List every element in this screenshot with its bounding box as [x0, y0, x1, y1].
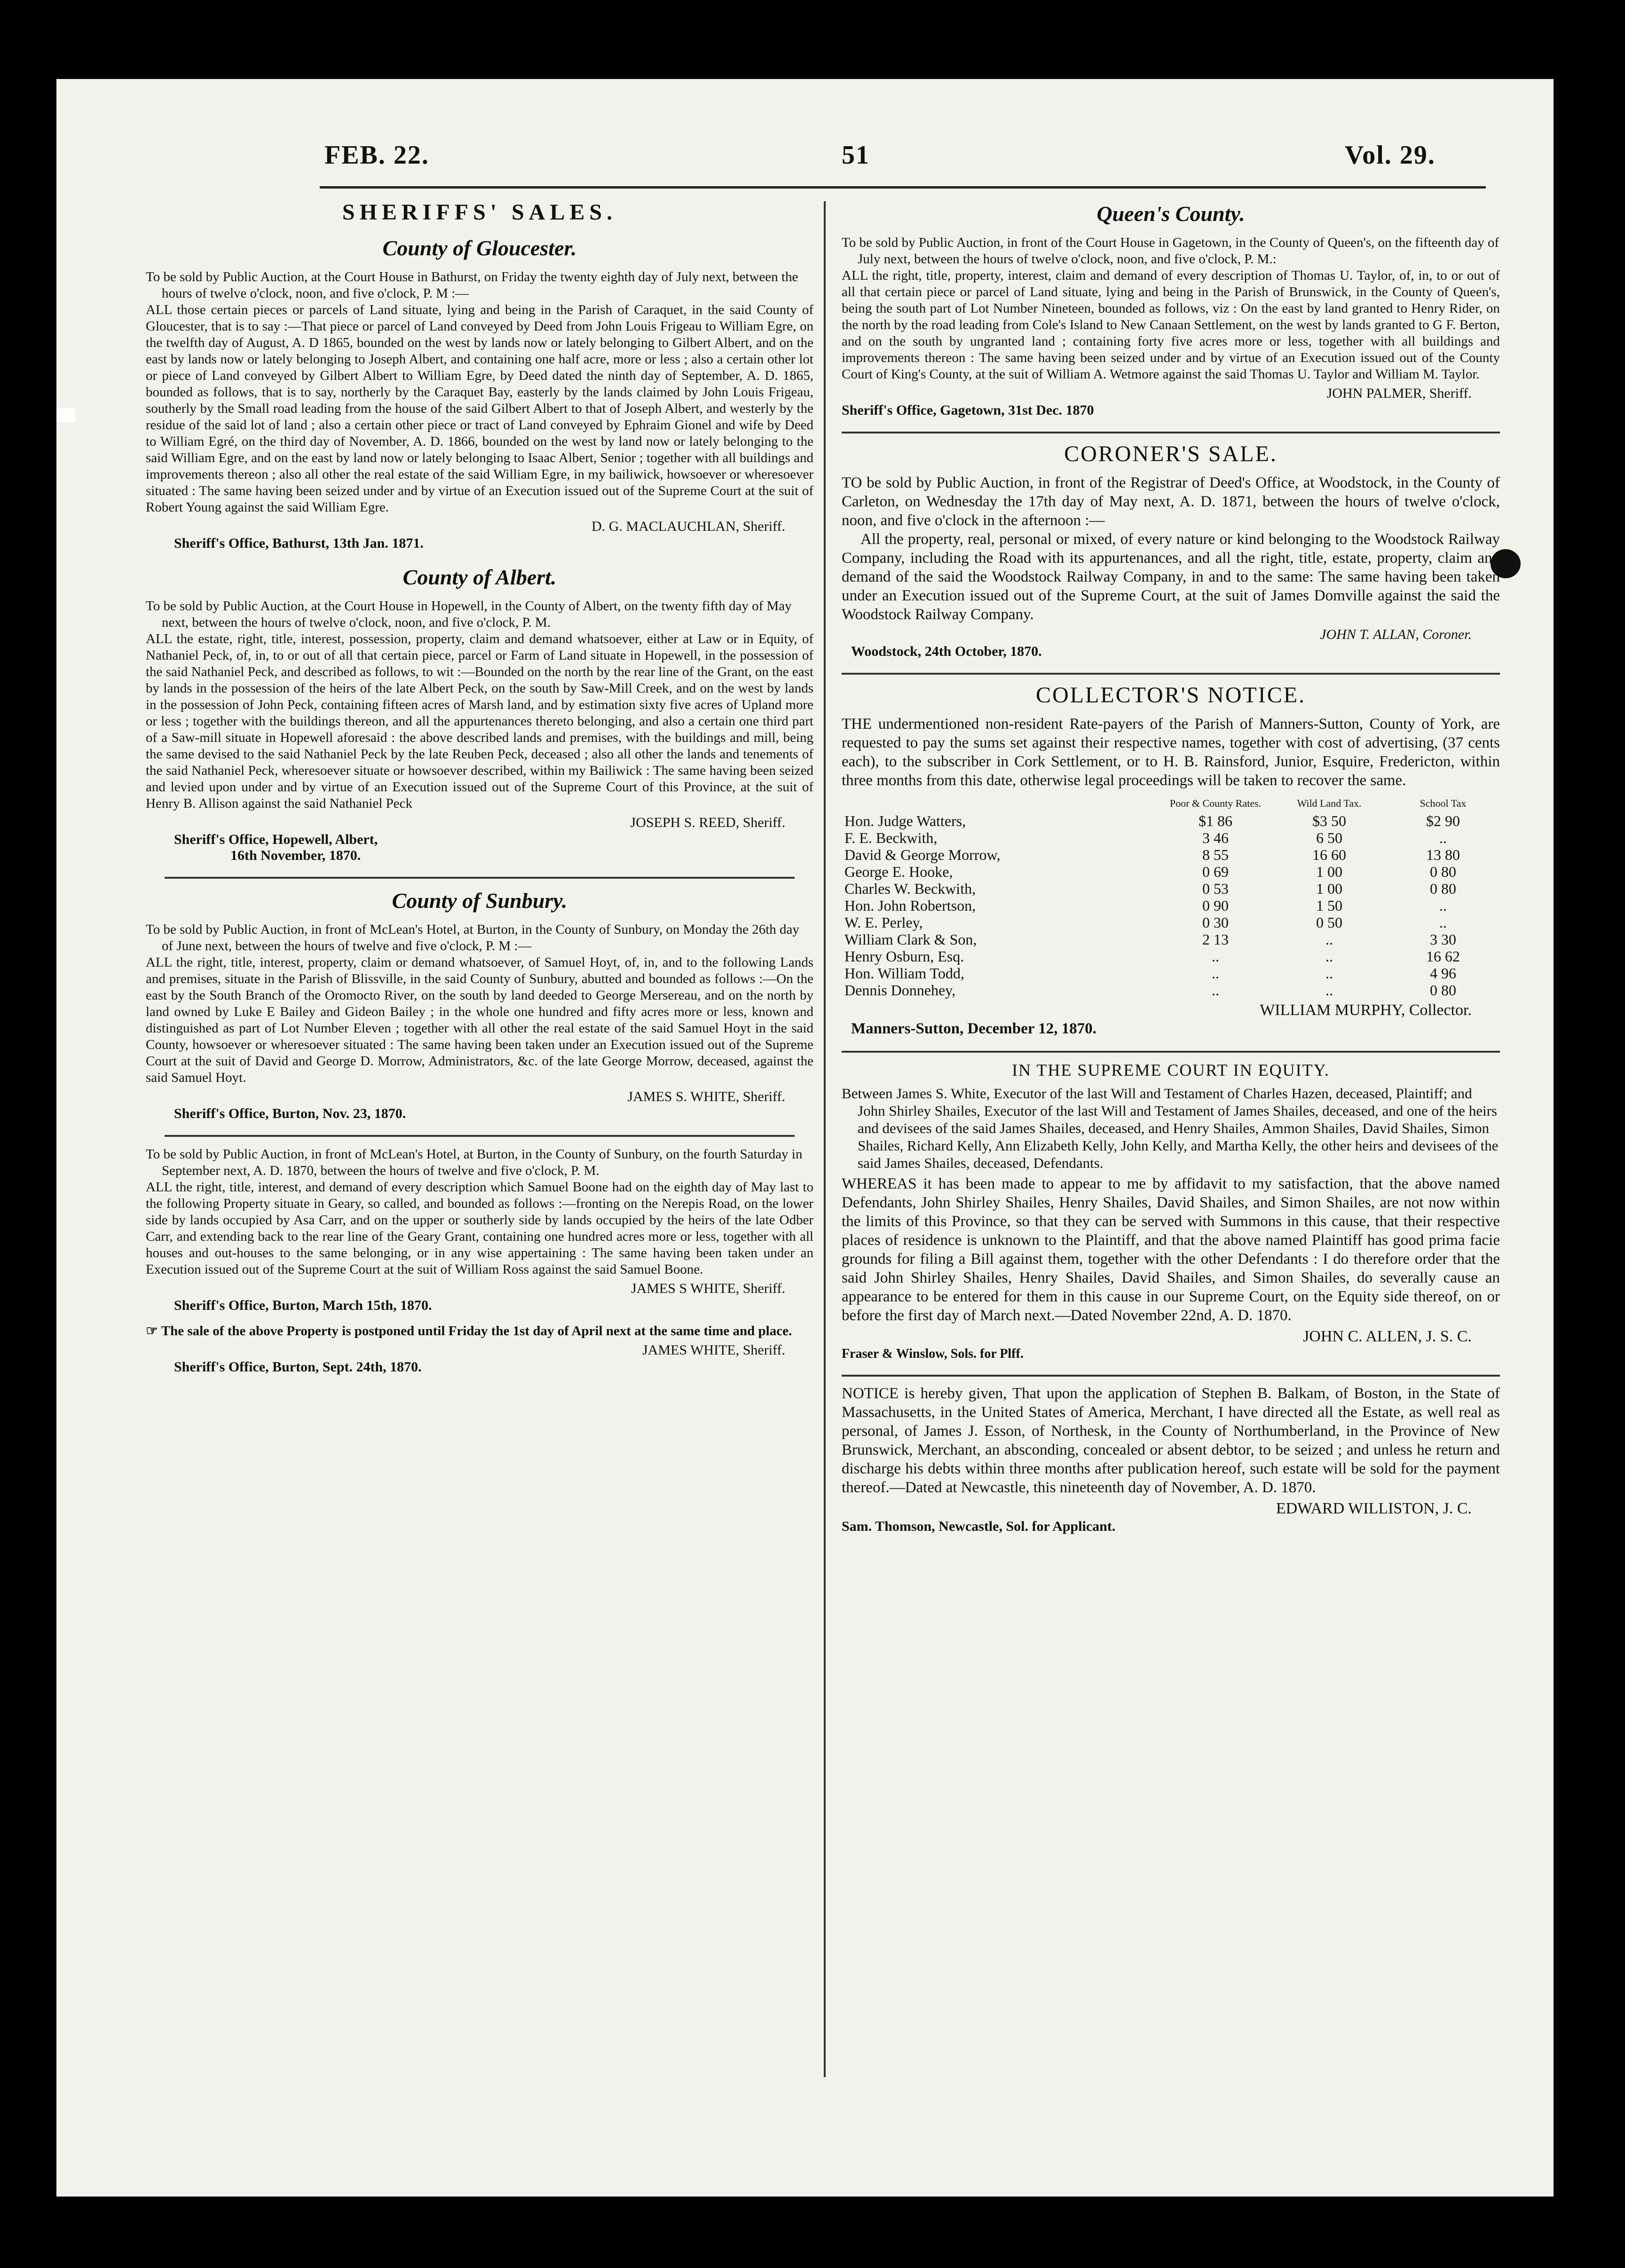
school-value: 0 80	[1430, 880, 1456, 897]
coroner-intro: TO be sold by Public Auction, in front of the Registrar of Deed's Office, at Woodstock, in the County of Carleton, on Wednesday the 17th day of May next, A. D. 1871, between the hours of twelve o'clock, noon, and five o'clock in the afternoon :—	[842, 474, 1500, 529]
coroner-signature: JOHN T. ALLAN, Coroner.	[1320, 627, 1472, 642]
school-value: 0 80	[1430, 982, 1456, 999]
tax-value: ..	[1325, 948, 1333, 965]
queens-signature: JOHN PALMER, Sheriff.	[1326, 386, 1472, 401]
rate-value: ..	[1212, 965, 1219, 982]
ratepayer-name: Hon. Judge Watters,	[844, 812, 966, 829]
equity-notice	[842, 1060, 1500, 1362]
rate-value: 0 30	[1202, 914, 1229, 931]
ratepayer-name: David & George Morrow,	[844, 846, 1001, 863]
postponement-notice: ☞ The sale of the above Property is postponed until Friday the 1st day of April next at the same time and place.	[146, 1323, 792, 1339]
albert-office: Sheriff's Office, Hopewell, Albert,	[174, 832, 378, 847]
equity-parties: Between James S. White, Executor of the last Will and Testament of Charles Hazen, deceased, Plaintiff; and John Shirley Shailes, Executor of the last Will and Testament of James Shailes, deceased, and one of the heirs and devisees of the said James Shailes, deceased, and Henry Shailes, Ammon Shailes, David Shailes, Simon Shailes, Richard Kelly, Ann Elizabeth Kelly, John Kelly, and Martha Kelly, the other heirs and devisees of the said James Shailes, deceased, Defendants.	[842, 1085, 1499, 1171]
equity-heading: IN THE SUPREME COURT IN EQUITY.	[1012, 1061, 1330, 1079]
gloucester-notice	[146, 236, 813, 551]
ratepayer-name: Hon. William Todd,	[844, 965, 964, 982]
volume-number: Vol. 29.	[1345, 141, 1436, 170]
queens-notice	[842, 201, 1500, 418]
school-value: 3 30	[1430, 931, 1456, 948]
albert-heading: County of Albert.	[402, 565, 557, 589]
table-row	[842, 914, 1500, 931]
table-row	[842, 863, 1500, 880]
table-row	[842, 931, 1500, 948]
ratepayer-name: F. E. Beckwith,	[844, 829, 938, 846]
rate-value: 8 55	[1202, 846, 1229, 863]
table-row	[842, 982, 1500, 999]
rate-value: 3 46	[1202, 829, 1229, 846]
school-value: ..	[1439, 914, 1447, 931]
col-header: Wild Land Tax.	[1297, 797, 1362, 809]
ratepayer-name: William Clark & Son,	[844, 931, 977, 948]
collector-signature: WILLIAM MURPHY, Collector.	[1260, 1001, 1472, 1019]
rate-value: 0 69	[1202, 863, 1229, 880]
ratepayer-name: Charles W. Beckwith,	[844, 880, 976, 897]
col-header: Poor & County Rates.	[1169, 797, 1262, 809]
section-title: SHERIFFS' SALES.	[342, 200, 617, 225]
rate-value: 2 13	[1202, 931, 1229, 948]
divider	[165, 1135, 795, 1137]
rate-table	[842, 795, 1500, 999]
rate-value: ..	[1212, 948, 1219, 965]
right-column	[842, 197, 1500, 1548]
coroner-body: All the property, real, personal or mixed, of every nature or kind belonging to the Woodstock Railway Company, including the Road with its appurtenances, and all the right, title, estate, property, claim and demand of the said the Woodstock Railway Company, in and to the same: The same having been taken under an Execution issued out of the Supreme Court, at the suit of James Domville against the said the Woodstock Railway Company.	[842, 531, 1500, 623]
albert-intro: To be sold by Public Auction, at the Court House in Hopewell, in the County of Albert, on the twenty fifth day of May next, between the hours of twelve o'clock, noon, and five o'clock, P. M.	[146, 598, 792, 630]
queens-heading: Queen's County.	[1096, 202, 1245, 226]
albert-notice	[146, 565, 813, 864]
table-row	[842, 829, 1500, 846]
notice-body: NOTICE is hereby given, That upon the application of Stephen B. Balkam, of Boston, in the State of Massachusetts, in the United States of America, Merchant, I have directed all the Estate, as well real as personal, of James J. Esson, of Northesk, in the County of Northumberland, in the Province of New Brunswick, Merchant, an absconding, concealed or absent debtor, to be seized ; and unless he return and discharge his debts within three months after publication hereof, such estate will be sold for the payment thereof.—Dated at Newcastle, this nineteenth day of November, A. D. 1870.	[842, 1385, 1500, 1496]
school-value: 16 62	[1426, 948, 1460, 965]
gloucester-heading: County of Gloucester.	[382, 236, 577, 260]
school-value: 4 96	[1430, 965, 1456, 982]
sunbury-intro: To be sold by Public Auction, in front of McLean's Hotel, at Burton, in the County of Sunbury, on Monday the 26th day of June next, between the hours of twelve and five o'clock, P. M :—	[146, 922, 799, 953]
table-row	[842, 812, 1500, 829]
ratepayer-name: W. E. Perley,	[844, 914, 923, 931]
equity-solicitors: Fraser & Winslow, Sols. for Plff.	[842, 1347, 1024, 1361]
albert-body: ALL the estate, right, title, interest, possession, property, claim and demand whatsoever, either at Law or in Equity, of Nathaniel Peck, of, in, to or out of all that certain piece, parcel or Farm of Land situate in Hopewell, in the possession of the said Nathaniel Peck, and described as follows, to wit :—Bounded on the north by the rear line of the Grant, on the east by lands in the possession of the heirs of the late Albert Peck, on the south by Saw-Mill Creek, and on the west by lands in the possession of John Peck, containing fifteen acres of Marsh land, and by estimation sixty five acres of Upland more or less ; together with the buildings thereon, and all the appurtenances thereto belonging, and also a certain one third part of a Saw-mill situate in Hopewell aforesaid : the above described lands and premises, with the buildings and mill, being the same devised to the said Nathaniel Peck by the late Reuben Peck, deceased ; also all other the lands and tenements of the said Nathaniel Peck, wheresoever situate or howsoever described, within my Bailiwick : The same having been seized and levied upon under and by virtue of an Execution issued out of the Supreme Court of this Province, at the suit of Henry B. Allison against the said Nathaniel Peck	[146, 631, 813, 811]
table-row	[842, 846, 1500, 863]
tax-value: 16 60	[1312, 846, 1346, 863]
tax-value: 1 00	[1316, 880, 1342, 897]
notice-signature: EDWARD WILLISTON, J. C.	[1276, 1500, 1472, 1517]
gloucester-signature: D. G. MACLAUCHLAN, Sheriff.	[592, 519, 785, 534]
coroner-office: Woodstock, 24th October, 1870.	[851, 644, 1042, 659]
gloucester-intro: To be sold by Public Auction, at the Court House in Bathurst, on Friday the twenty eighth day of July next, between the hours of twelve o'clock, noon, and five o'clock, P. M :—	[146, 269, 798, 301]
school-value: ..	[1439, 829, 1447, 846]
notice-solicitor: Sam. Thomson, Newcastle, Sol. for Applicant.	[842, 1519, 1116, 1534]
tax-value: ..	[1325, 931, 1333, 948]
sunbury-body: ALL the right, title, interest, property, claim or demand whatsoever, of Samuel Hoyt, of, in, and to the following Lands and premises, situate in the Parish of Blissville, in the said County of Sunbury, abutted and bounded as follows :—On the east by the South Branch of the Oromocto River, on the south by land deeded to George Mersereau, and on the north by land owned by Luke E Bailey and Gideon Bailey ; in the whole one hundred and fifty acres more or less, known and distinguished as part of Lot Number Eleven ; together with all other the real estate of the said Samuel Hoyt in the said County, howsoever or wheresoever situated : The same having been taken under an Execution issued out of the Supreme Court at the suit of David and George D. Morrow, Administrators, &c. of the late George Morrow, deceased, against the said Samuel Hoyt.	[146, 955, 813, 1085]
col-header	[842, 795, 1159, 812]
collector-heading: COLLECTOR'S NOTICE.	[1035, 683, 1306, 708]
gloucester-body: ALL those certain pieces or parcels of Land situate, lying and being in the Parish of Caraquet, in the said County of Gloucester, that is to say :—That piece or parcel of Land conveyed by Deed from John Louis Frigeau to William Egre, on the twelfth day of August, A. D 1865, bounded on the west by lands now or lately belonging to Gilbert Albert, and on the east by lands now or lately belonging to Joseph Albert, and containing one half acre, more or less ; also a certain other lot or piece of Land conveyed by Gilbert Albert to William Egre, by Deed dated the ninth day of September, A. D. 1865, bounded as follows, that is to say, northerly by the Caraquet Bay, easterly by the lands claimed by John Louis Frigeau, southerly by the Small road leading from the house of the said Gilbert Albert to that of Joseph Albert, and westerly by the residue of the said lot of land ; also a certain other piece or tract of Land conveyed by Ephraim Gionel and wife by Deed to William Egré, on the third day of November, A. D. 1866, bounded on the west by land now or lately belonging to the said William Egre, and on the east by land now or lately belonging to Isaac Albert, Senior ; together with all buildings and improvements thereon ; also all other the real estate of the said William Egre, in my bailiwick, howsoever or wheresoever situated : The same having been seized under and by virtue of an Execution issued out of the Supreme Court at the suit of Robert Young against the said William Egre.	[146, 302, 813, 515]
sunbury2-body: ALL the right, title, interest, and demand of every description which Samuel Boone had on the eighth day of May last to the following Property situate in Geary, so called, and bounded as follows :—fronting on the Nerepis Road, on the lower side by lands occupied by Asa Carr, and on the upper or southerly side by lands occupied by the heirs of the late Odber Carr, and extending back to the rear line of the Geary Grant, containing one hundred acres more or less, together with all houses and out-houses to the same belonging, or in any wise appertaining : The same having been taken under an Execution issued out of the Supreme Court at the suit of William Ross against the said Samuel Boone.	[146, 1180, 813, 1277]
col-header: School Tax	[1420, 797, 1467, 809]
sunbury-heading: County of Sunbury.	[392, 889, 568, 913]
ratepayer-name: George E. Hooke,	[844, 863, 953, 880]
tax-value: 0 50	[1316, 914, 1342, 931]
albert-office-date: 16th November, 1870.	[230, 848, 361, 863]
rate-value: 0 90	[1202, 897, 1229, 914]
ratepayer-name: Henry Osburn, Esq.	[844, 948, 964, 965]
tax-value: 6 50	[1316, 829, 1342, 846]
equity-signature: JOHN C. ALLEN, J. S. C.	[1303, 1328, 1472, 1345]
scan-margin-mark	[56, 408, 75, 422]
divider	[842, 673, 1500, 675]
rate-value: 0 53	[1202, 880, 1229, 897]
tax-value: $3 50	[1312, 812, 1346, 829]
table-row	[842, 965, 1500, 982]
left-column	[146, 197, 813, 1388]
sunbury2-office: Sheriff's Office, Burton, March 15th, 1870.	[174, 1298, 432, 1313]
rate-table-header	[842, 795, 1500, 812]
ratepayer-name: Dennis Donnehey,	[844, 982, 956, 999]
sunbury-signature: JAMES S. WHITE, Sheriff.	[627, 1089, 785, 1104]
page-number: 51	[842, 141, 870, 170]
sunbury-office: Sheriff's Office, Burton, Nov. 23, 1870.	[174, 1106, 406, 1121]
queens-office: Sheriff's Office, Gagetown, 31st Dec. 1870	[842, 402, 1094, 418]
sunbury-second-notice	[146, 1146, 813, 1375]
sunbury2-office-second: Sheriff's Office, Burton, Sept. 24th, 1870.	[174, 1359, 422, 1375]
coroner-heading: CORONER'S SALE.	[1064, 441, 1278, 466]
tax-value: 1 50	[1316, 897, 1342, 914]
rate-value: ..	[1212, 982, 1219, 999]
table-row	[842, 948, 1500, 965]
school-value: $2 90	[1426, 812, 1460, 829]
absconding-debtor-notice	[842, 1384, 1500, 1535]
queens-body: ALL the right, title, property, interest, claim and demand of every description of Thomas U. Taylor, of, in, to or out of all that certain piece or parcel of Land situate, lying and being in the Parish of Brunswick, in the County of Queen's, being the south part of Lot Number Nineteen, bounded as follows, viz : On the east by land granted to Henry Rider, on the north by the road leading from Cole's Island to New Canaan Settlement, on the west by lands granted to G F. Berton, and on the south by ungranted land ; containing forty five acres more or less, together with all buildings and improvements thereon : The same having been seized under and by virtue of an Execution issued out of the County Court of King's County, at the suit of William A. Wetmore against the said Thomas U. Taylor and William M. Taylor.	[842, 268, 1500, 382]
divider	[842, 432, 1500, 433]
school-value: 13 80	[1426, 846, 1460, 863]
divider	[842, 1375, 1500, 1377]
sunbury-notice	[146, 888, 813, 1122]
albert-signature: JOSEPH S. REED, Sheriff.	[630, 815, 785, 830]
school-value: 0 80	[1430, 863, 1456, 880]
gazette-page	[56, 79, 1554, 2197]
collector-notice	[842, 682, 1500, 1038]
rate-value: $1 86	[1199, 812, 1232, 829]
table-row	[842, 880, 1500, 897]
coroner-notice	[842, 441, 1500, 660]
sunbury2-signature-second: JAMES WHITE, Sheriff.	[642, 1342, 785, 1358]
divider	[842, 1051, 1500, 1053]
equity-body: WHEREAS it has been made to appear to me by affidavit to my satisfaction, that the above named Defendants, John Shirley Shailes, Henry Shailes, David Shailes, and Simon Shailes, are not now within the limits of this Province, so that they can be served with Summons in this cause, that their respective places of residence is unknown to the Plaintiff, and that the above named Plaintiff has good prima facie grounds for filing a Bill against them, together with the other Defendants : I do therefore order that the said John Shirley Shailes, Henry Shailes, David Shailes, and Simon Shailes, do severally cause an appearance to be entered for them in this cause in our Supreme Court, on the Equity side thereof, on or before the first day of March next.—Dated November 22nd, A. D. 1870.	[842, 1175, 1500, 1324]
tax-value: ..	[1325, 965, 1333, 982]
divider	[165, 877, 795, 879]
column-rule	[824, 201, 826, 2077]
issue-date: FEB. 22.	[324, 141, 429, 170]
sunbury2-intro: To be sold by Public Auction, in front of McLean's Hotel, at Burton, in the County of Sunbury, on the fourth Saturday in September next, A. D. 1870, between the hours of twelve and five o'clock, P. M.	[146, 1147, 803, 1178]
queens-intro: To be sold by Public Auction, in front of the Court House in Gagetown, in the County of Queen's, on the fifteenth day of July next, between the hours of twelve o'clock, noon, and five o'clock, P. M.:	[842, 235, 1499, 267]
sunbury2-signature: JAMES S WHITE, Sheriff.	[631, 1281, 785, 1296]
tax-value: ..	[1325, 982, 1333, 999]
header-rule	[320, 186, 1486, 189]
collector-body: THE undermentioned non-resident Rate-payers of the Parish of Manners-Sutton, County of York, are requested to pay the sums set against their respective names, together with cost of advertising, (37 cents each), to the subscriber in Cork Settlement, or to H. B. Rainsford, Junior, Esquire, Fredericton, within three months from this date, otherwise legal proceedings will be taken to recover the same.	[842, 716, 1500, 789]
collector-office: Manners-Sutton, December 12, 1870.	[851, 1020, 1096, 1037]
gloucester-office: Sheriff's Office, Bathurst, 13th Jan. 1871.	[174, 536, 424, 551]
school-value: ..	[1439, 897, 1447, 914]
tax-value: 1 00	[1316, 863, 1342, 880]
table-row	[842, 897, 1500, 914]
ratepayer-name: Hon. John Robertson,	[844, 897, 976, 914]
